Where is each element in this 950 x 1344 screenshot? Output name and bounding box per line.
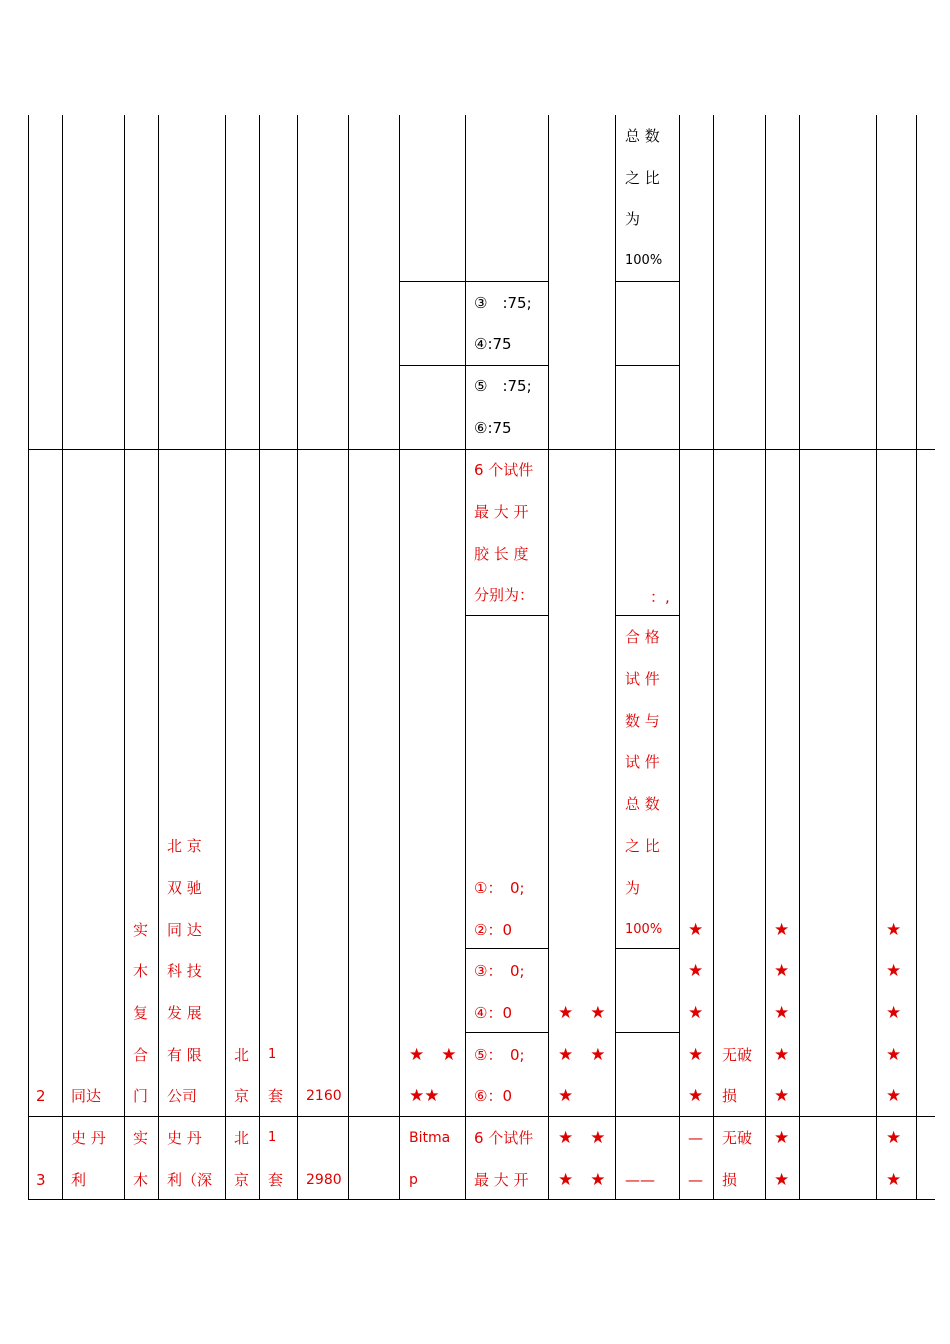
product-name: 史 丹 [71, 1129, 106, 1147]
star-rating: ★ [688, 1003, 704, 1023]
company-text: 史 丹 [167, 1129, 202, 1147]
test-description: 最 大 开 [474, 503, 529, 521]
star-rating: ★ [774, 1086, 790, 1106]
star-rating: ★ [688, 1086, 704, 1106]
image-placeholder-text: p [409, 1172, 418, 1188]
origin-text: 北 [234, 1129, 250, 1147]
star-rating: ★ [774, 1045, 790, 1065]
star-rating: ★ [558, 1086, 574, 1106]
test-description: 胶 长 度 [474, 545, 529, 563]
row-line [615, 365, 680, 366]
test-description: 最 大 开 [474, 1171, 529, 1189]
material-text: 复 [133, 1004, 149, 1022]
test-result: ④：0 [474, 1004, 512, 1022]
star-rating: ★ [774, 1170, 790, 1190]
test-result: ①： 0; [474, 879, 525, 897]
quantity-text: 1 [268, 1130, 277, 1145]
star-rating: ★ [688, 1045, 704, 1065]
damage-text: 损 [722, 1171, 738, 1189]
ratio-text: 试 件 [625, 753, 660, 771]
row-line [615, 1032, 680, 1033]
company-text: 公司 [167, 1087, 198, 1105]
col-line [259, 115, 260, 1200]
quantity-text: 1 [268, 1047, 277, 1062]
star-rating: ★ [886, 1170, 902, 1190]
test-result: ⑤： 0; [474, 1046, 525, 1064]
test-description: 6 个试件 [474, 1129, 534, 1147]
col-line [348, 115, 349, 1200]
company-text: 利（深 [167, 1171, 213, 1189]
damage-text: 无破 [722, 1129, 753, 1147]
col-line [225, 115, 226, 1200]
row-line [28, 1116, 935, 1117]
test-description: 6 个试件 [474, 461, 534, 479]
material-text: 实 [133, 921, 149, 939]
ratio-text: 之 比 [625, 837, 660, 855]
col-line [916, 115, 917, 1200]
ratio-text: 数 与 [625, 712, 660, 730]
company-text: 北 京 [167, 837, 202, 855]
damage-text: 损 [722, 1087, 738, 1105]
row-line [28, 1199, 935, 1200]
star-rating: ★ [886, 1128, 902, 1148]
col-line [297, 115, 298, 1200]
origin-text: 北 [234, 1046, 250, 1064]
material-text: 木 [133, 962, 149, 980]
row-line [28, 449, 935, 450]
company-text: 有 限 [167, 1046, 202, 1064]
col-line [799, 115, 800, 1200]
dash-text: — [688, 1129, 703, 1147]
star-rating: ★ ★ [558, 1128, 606, 1148]
col-line [615, 115, 616, 1200]
star-rating: ★ [886, 961, 902, 981]
col-line [765, 115, 766, 1200]
col-line [713, 115, 714, 1200]
star-rating: ★ ★ [558, 1045, 606, 1065]
row-line [465, 615, 549, 616]
row-number: 2 [36, 1087, 46, 1105]
star-rating: ★ [886, 1045, 902, 1065]
product-name: 同达 [71, 1087, 102, 1105]
material-text: 门 [133, 1087, 149, 1105]
company-text: 双 驰 [167, 879, 202, 897]
company-text: 科 技 [167, 962, 202, 980]
material-text: 实 [133, 1129, 149, 1147]
ratio-text: 总 数 [625, 795, 660, 813]
star-rating: ★ [774, 961, 790, 981]
star-rating: ★ ★ [558, 1003, 606, 1023]
cell-text: 总 数 [625, 127, 660, 145]
cell-text: 100% [625, 253, 663, 268]
col-line [548, 115, 549, 1200]
col-line [62, 115, 63, 1200]
row-line [399, 281, 549, 282]
col-line [876, 115, 877, 1200]
company-text: 发 展 [167, 1004, 202, 1022]
punctuation-text: ：, [650, 588, 670, 606]
price-text: 2160 [306, 1088, 342, 1104]
row-line [465, 1032, 549, 1033]
star-rating: ★ [688, 961, 704, 981]
quantity-text: 套 [268, 1171, 284, 1189]
quantity-text: 套 [268, 1087, 284, 1105]
row-line [399, 365, 549, 366]
star-rating: ★ ★ [409, 1045, 457, 1065]
col-line [158, 115, 159, 1200]
price-text: 2980 [306, 1172, 342, 1188]
dash-text: — [688, 1171, 703, 1189]
star-rating: ★ ★ [558, 1170, 606, 1190]
star-rating: ★ [886, 920, 902, 940]
col-line [679, 115, 680, 1200]
col-line [124, 115, 125, 1200]
row-line [615, 948, 680, 949]
test-result: ②：0 [474, 921, 512, 939]
damage-text: 无破 [722, 1046, 753, 1064]
row-line [615, 281, 680, 282]
ratio-text: —— [625, 1171, 655, 1189]
row-number: 3 [36, 1171, 46, 1189]
material-text: 合 [133, 1046, 149, 1064]
test-result: ⑥：0 [474, 1087, 512, 1105]
cell-text: ③ :75; [474, 294, 532, 312]
star-rating: ★ [886, 1003, 902, 1023]
ratio-text: 试 件 [625, 670, 660, 688]
star-rating: ★★ [409, 1086, 440, 1106]
row-line [615, 615, 680, 616]
star-rating: ★ [774, 1003, 790, 1023]
col-line [465, 115, 466, 1200]
star-rating: ★ [886, 1086, 902, 1106]
origin-text: 京 [234, 1087, 250, 1105]
company-text: 同 达 [167, 921, 202, 939]
col-line [28, 115, 29, 1200]
star-rating: ★ [774, 1128, 790, 1148]
ratio-text: 合 格 [625, 628, 660, 646]
star-rating: ★ [774, 920, 790, 940]
cell-text: 为 [625, 210, 641, 228]
row-line [465, 948, 549, 949]
ratio-text: 为 [625, 879, 641, 897]
test-result: ③： 0; [474, 962, 525, 980]
cell-text: ④:75 [474, 335, 512, 353]
material-text: 木 [133, 1171, 149, 1189]
star-rating: ★ [688, 920, 704, 940]
ratio-text: 100% [625, 922, 663, 937]
cell-text: ⑥:75 [474, 419, 512, 437]
image-placeholder-text: Bitma [409, 1130, 451, 1146]
origin-text: 京 [234, 1171, 250, 1189]
product-name: 利 [71, 1171, 87, 1189]
cell-text: 之 比 [625, 169, 660, 187]
cell-text: ⑤ :75; [474, 377, 532, 395]
test-description: 分别为： [474, 586, 535, 604]
col-line [399, 115, 400, 1200]
